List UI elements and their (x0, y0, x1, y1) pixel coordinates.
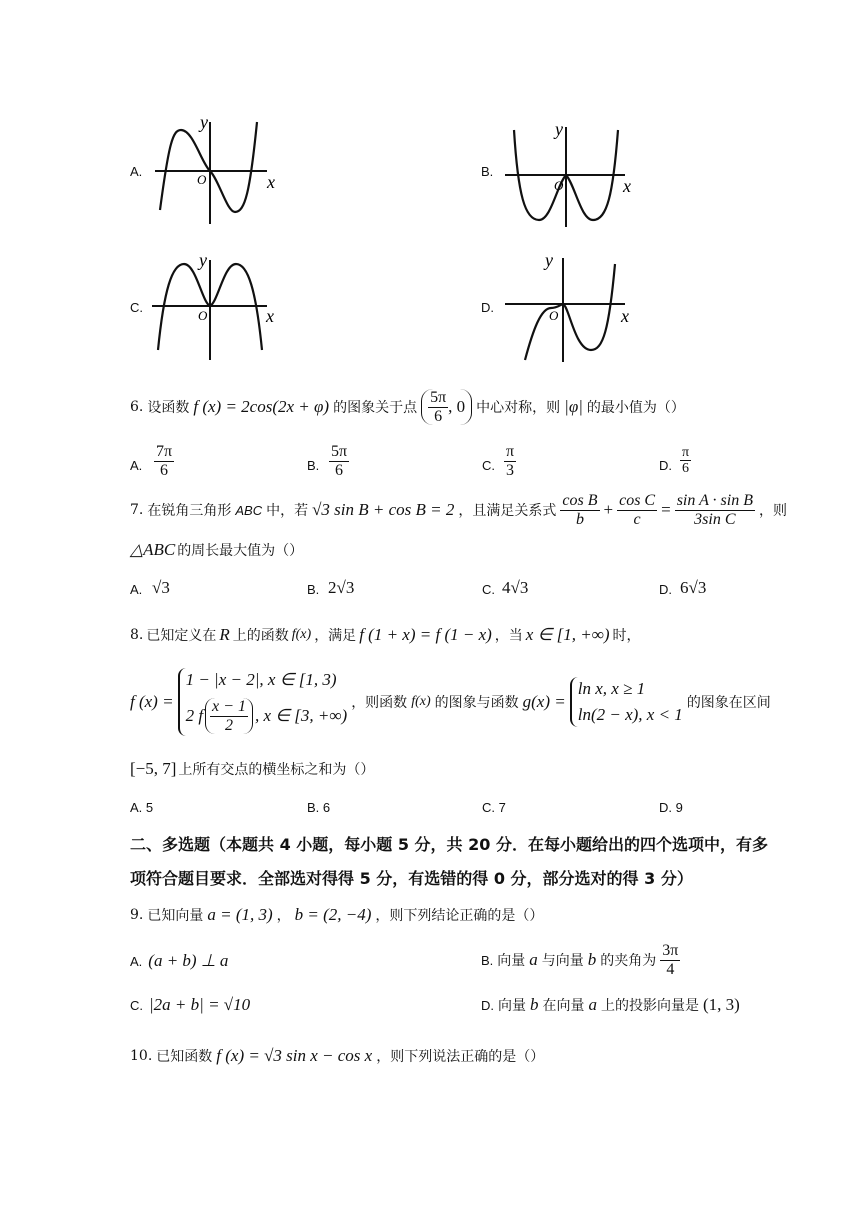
section-heading-line-2: 项符合题目要求．全部选对得得 5 分，有选错的得 0 分，部分选对的得 3 分） (130, 869, 693, 888)
graph-option-d (505, 250, 640, 365)
axis-y-label: y (200, 112, 208, 132)
question-number: 7. (130, 502, 144, 518)
piecewise-definitions: f (x) = 1 − |x − 2|, x ∈ [1, 3) 2 f $\frac{x - 1}{2}$ , x ∈ [3, +∞) ，则函数 f(x) 的图象与函数 g(x) = ln x, x ≥ 1 ln(2 − x), x < 1 的图象在区间 (130, 662, 771, 742)
option-d-value: 6√3 (680, 578, 707, 597)
question-7-options: A. √3 B. 2√3 C. 4√3 D. 6√3 (130, 578, 707, 597)
option-d-value: $\frac{\pi}{6}$ (682, 445, 690, 477)
axis-x-label: x (621, 306, 629, 326)
question-number: 9. (130, 907, 144, 923)
vector-a: a = (1, 3) (207, 905, 273, 924)
option-d-label: D. (481, 300, 494, 315)
option-d: D. 9 (659, 800, 683, 815)
origin-label: O (197, 172, 207, 187)
option-a-value: √3 (152, 578, 170, 597)
question-number: 6. (130, 399, 144, 415)
axis-y-label: y (199, 250, 207, 270)
option-b: B. 6 (307, 800, 331, 815)
section-heading-line-1: 二、多选题（本题共 4 小题，每小题 5 分，共 20 分．在每小题给出的四个选项中，有多 (130, 835, 768, 854)
question-6-options: A. $\frac{7\pi}{6}$ B. $\frac{5\pi}{6}$ C. $\frac{\pi}{3}$ D. $\frac{\pi}{6}$ (130, 443, 690, 479)
question-8: 8. 已知定义在 R 上的函数 f(x) ，满足 f (1 + x) = f (1 − x) ，当 x ∈ [1, +∞) 时， (130, 625, 641, 644)
graph-option-b (505, 115, 640, 230)
option-b-label: B. (481, 164, 494, 179)
question-number: 8. (130, 627, 144, 643)
axis-y-label: y (555, 119, 563, 139)
origin-label: O (554, 178, 564, 193)
question-9-option-c: C. |2a + b| = √10 (130, 995, 251, 1014)
axis-y-label: y (545, 250, 553, 270)
question-8-line-3: [−5, 7] 上所有交点的横坐标之和为（） (130, 759, 375, 778)
question-9: 9. 已知向量 a = (1, 3) ， b = (2, −4) ，则下列结论正确的是（） (130, 905, 544, 924)
question-6: 6. 设函数 f (x) = 2cos(2x + φ) 的图象关于点 $\frac{5\pi}{6}$ , 0 中心对称，则 |φ| 的最小值为（） (130, 388, 685, 425)
question-10: 10. 已知函数 f (x) = √3 sin x − cos x ，则下列说法正确的是（） (130, 1046, 545, 1065)
option-b-value: $\frac{5\pi}{6}$ (331, 443, 348, 479)
axis-x-label: x (267, 172, 275, 192)
question-7-line-2: △ABC 的周长最大值为（） (130, 540, 304, 559)
g-cases: ln x, x ≥ 1 ln(2 − x), x < 1 (570, 677, 683, 727)
origin-label: O (549, 308, 559, 323)
f-cases: 1 − |x − 2|, x ∈ [1, 3) 2 f $\frac{x - 1}{2}$ , x ∈ [3, +∞) (178, 668, 348, 736)
axis-x-label: x (623, 176, 631, 196)
option-c: C. 7 (482, 800, 506, 815)
axis-x-label: x (266, 306, 274, 326)
graph-option-a (155, 112, 285, 226)
question-9-option-a: A. (a + b) ⊥ a (130, 951, 229, 970)
option-b-value: 2√3 (328, 578, 355, 597)
function-expression: f (x) = 2cos(2x + φ) (193, 397, 330, 416)
question-9-option-b: B. 向量 a 与向量 b 的夹角为 $\frac{3\pi}{4}$ (481, 941, 679, 978)
question-9-option-d: D. 向量 b 在向量 a 上的投影向量是 (1, 3) (481, 995, 740, 1014)
vector-b: b = (2, −4) (294, 905, 372, 924)
option-a: A. 5 (130, 800, 154, 815)
graph-option-c (152, 250, 282, 362)
option-c-value: 4√3 (502, 578, 529, 597)
option-c-value: $\frac{\pi}{3}$ (506, 443, 515, 479)
option-c-label: C. (130, 300, 143, 315)
option-a-value: $\frac{7\pi}{6}$ (156, 443, 173, 479)
question-8-options (130, 800, 730, 820)
function-expression: f (x) = √3 sin x − cos x (216, 1046, 373, 1065)
question-number: 10. (130, 1048, 153, 1064)
origin-label: O (198, 308, 208, 323)
center-point: $\frac{5\pi}{6}$ , 0 (421, 389, 472, 425)
option-a-label: A. (130, 164, 143, 179)
question-7: 7. 在锐角三角形 ABC 中，若 √3 sin B + cos B = 2 ，且满足关系式 $\frac{\text{cos B}}{b}$ + $\frac{\text{cos C}}{c}$ = $\frac{\text{sin A · sin B}}{\text{3sin C}}$ ，则 (130, 491, 787, 528)
condition-expression: √3 sin B + cos B = 2 (312, 500, 455, 519)
